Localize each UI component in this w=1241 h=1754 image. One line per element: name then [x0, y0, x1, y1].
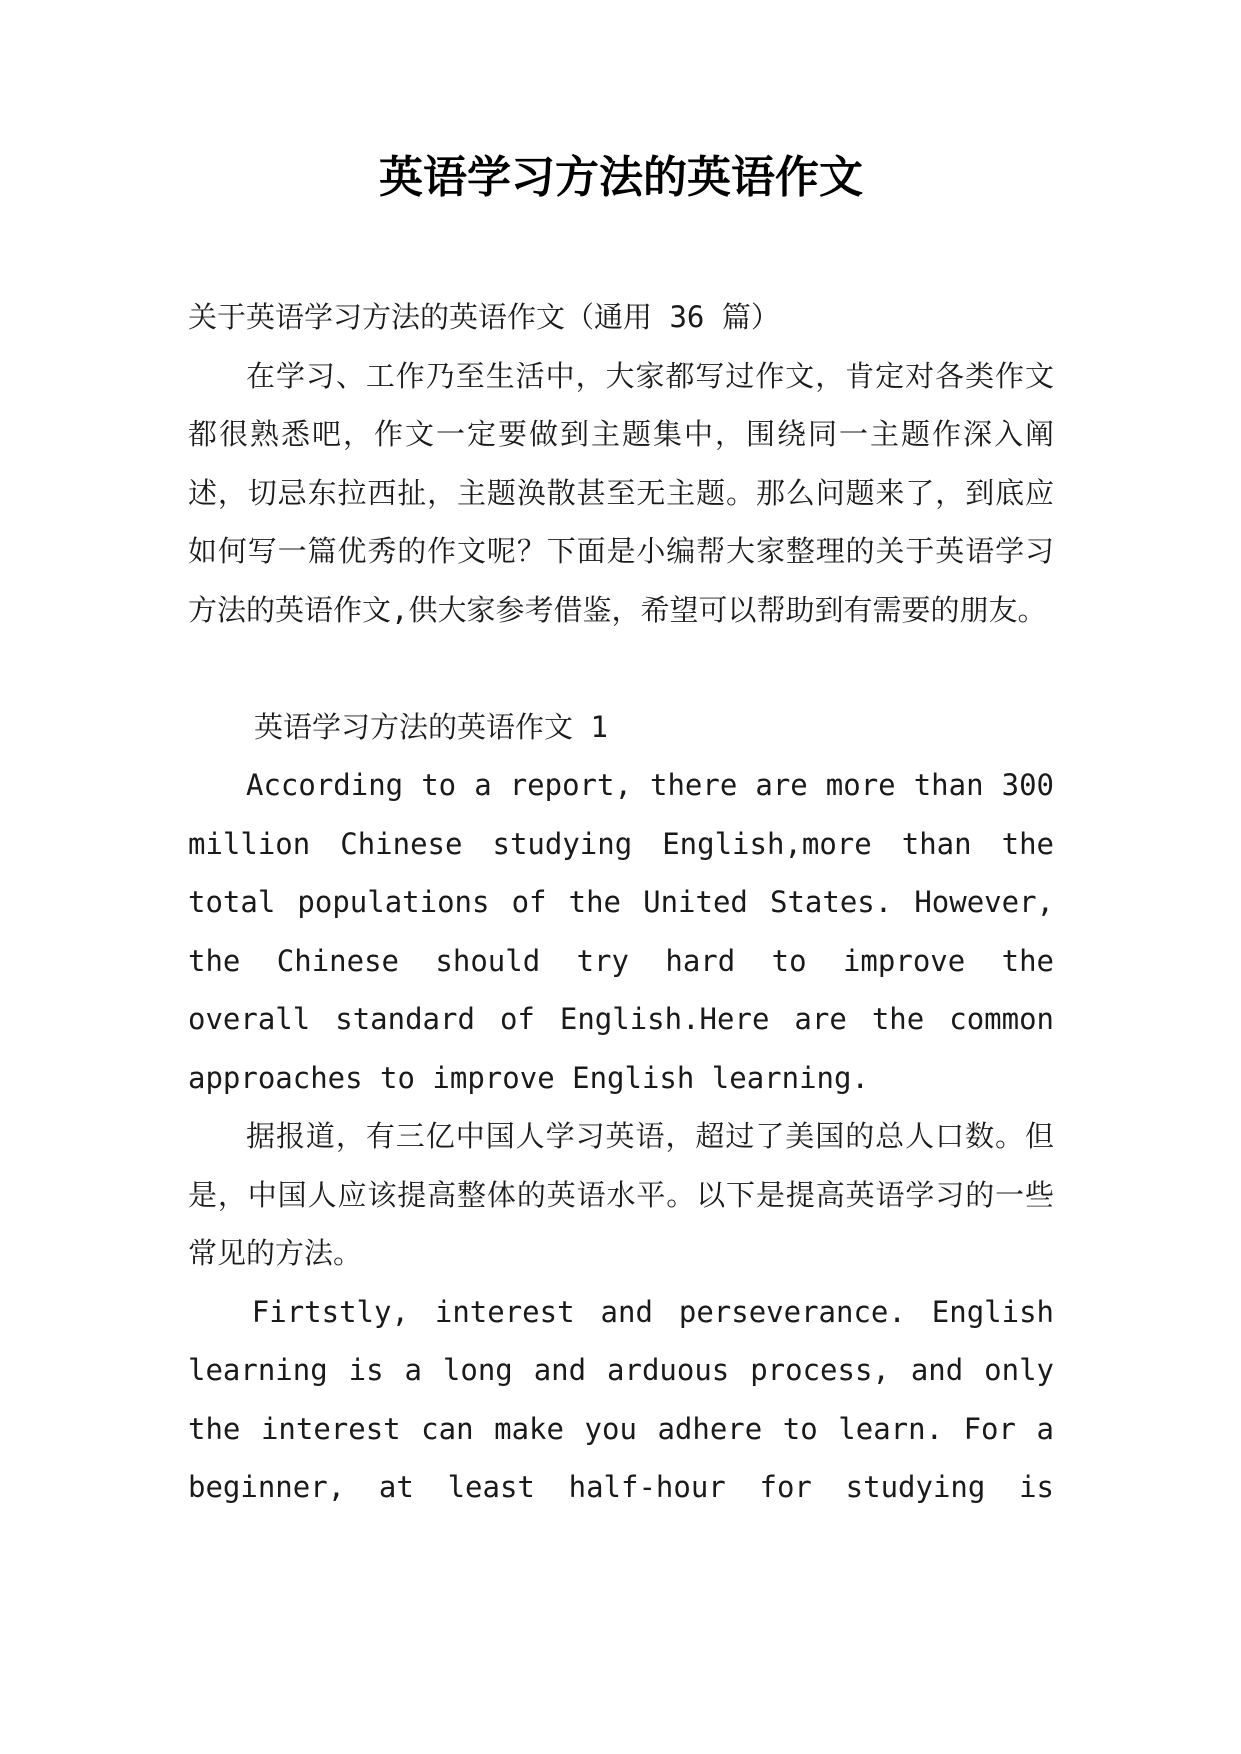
- english-paragraph-1: According to a report, there are more than 300 million Chinese studying English,more than the total populations of the United States. However, the Chinese should try hard to improve the overall standard of English.Here are the common approaches to improve English learning.: [188, 768, 1054, 1095]
- chinese-paragraph-1: 据报道，有三亿中国人学习英语，超过了美国的总人口数。但是，中国人应该提高整体的英语水平。以下是提高英语学习的一些常见的方法。: [188, 1119, 1054, 1270]
- document-body: [188, 288, 1054, 1517]
- paragraph-gap: [188, 639, 1054, 698]
- intro-paragraph: 在学习、工作乃至生活中，大家都写过作文，肯定对各类作文都很熟悉吧，作文一定要做到主题集中，围绕同一主题作深入阐述，切忌东拉西扯，主题涣散甚至无主题。那么问题来了，到底应如何写一篇优秀的作文呢？下面是小编帮大家整理的关于英语学习方法的英语作文,供大家参考借鉴，希望可以帮助到有需要的朋友。: [188, 358, 1054, 627]
- document-title: 英语学习方法的英语作文: [379, 152, 863, 203]
- section-heading: 英语学习方法的英语作文 1: [254, 709, 608, 744]
- english-paragraph-2: Firtstly, interest and perseverance. English learning is a long and arduous process, and only the interest can make you adhere to learn. For a beginner, at least half-hour for studying is: [188, 1294, 1054, 1504]
- document-subtitle: 关于英语学习方法的英语作文（通用 36 篇）: [188, 300, 780, 334]
